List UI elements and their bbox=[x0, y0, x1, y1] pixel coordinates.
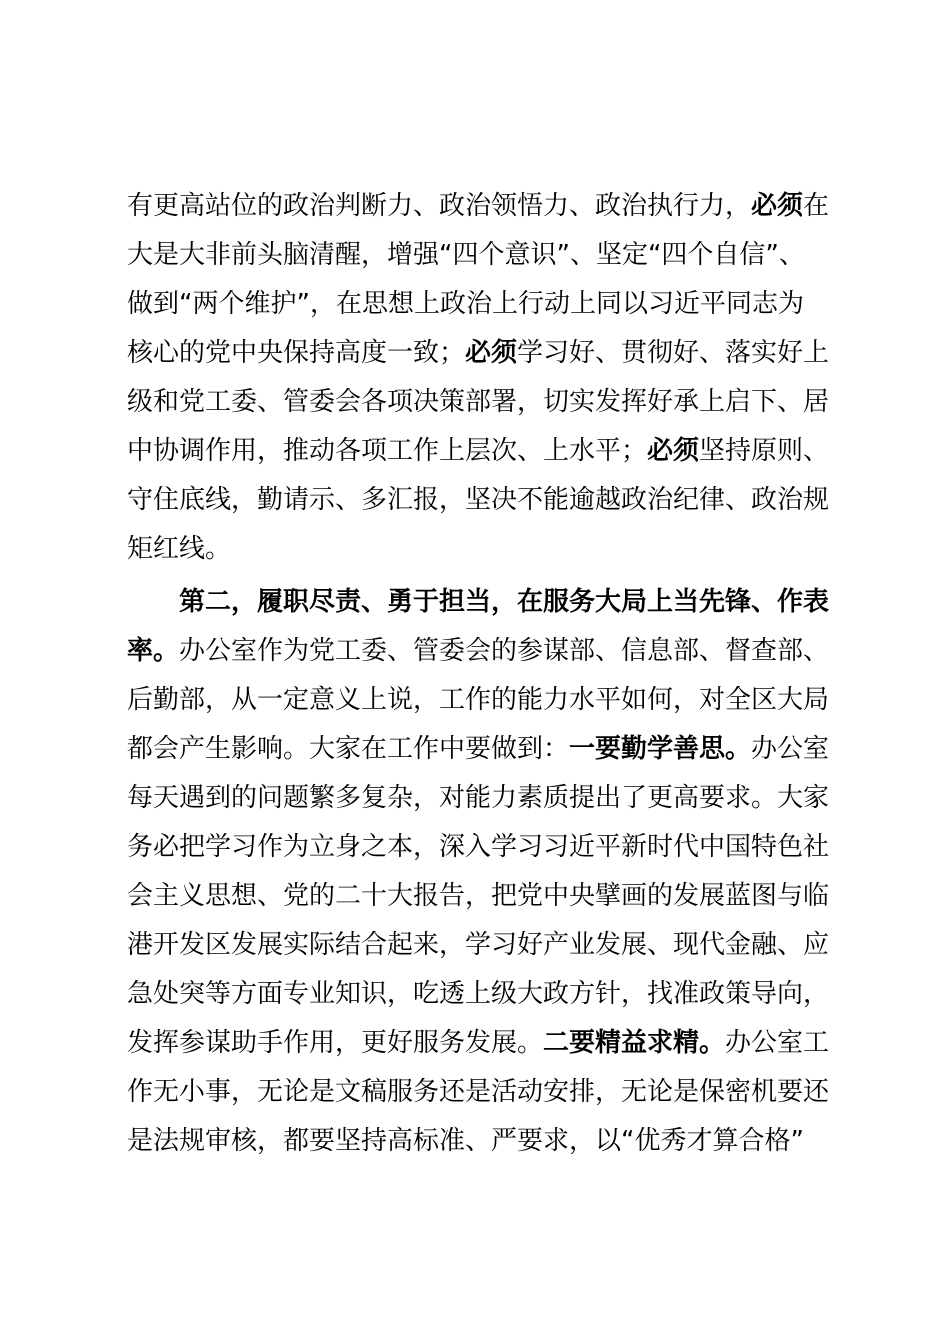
text-line: 有更高站位的政治判断力、政治领悟力、政治执行力，必须在 bbox=[127, 191, 830, 221]
text-line: 急处突等方面专业知识，吃透上级大政方针，找准政策导向， bbox=[127, 979, 830, 1009]
text-line: 做到“两个维护”，在思想上政治上行动上同以习近平同志为 bbox=[127, 289, 804, 319]
text-line: 每天遇到的问题繁多复杂，对能力素质提出了更高要求。大家 bbox=[127, 783, 830, 813]
text-line: 核心的党中央保持高度一致；必须学习好、贯彻好、落实好上 bbox=[127, 338, 830, 368]
text-line: 都会产生影响。大家在工作中要做到：一要勤学善思。办公室 bbox=[127, 734, 830, 764]
text-line: 港开发区发展实际结合起来，学习好产业发展、现代金融、应 bbox=[127, 930, 830, 960]
text-line: 发挥参谋助手作用，更好服务发展。二要精益求精。办公室工 bbox=[127, 1028, 830, 1058]
text-line: 是法规审核，都要坚持高标准、严要求，以“优秀才算合格” bbox=[127, 1126, 804, 1156]
text-line: 率。办公室作为党工委、管委会的参谋部、信息部、督查部、 bbox=[127, 636, 830, 666]
text-line: 后勤部，从一定意义上说，工作的能力水平如何，对全区大局 bbox=[127, 685, 830, 715]
text-line: 守住底线，勤请示、多汇报，坚决不能逾越政治纪律、政治规 bbox=[127, 485, 830, 515]
text-line: 中协调作用，推动各项工作上层次、上水平；必须坚持原则、 bbox=[127, 436, 830, 466]
text-line: 大是大非前头脑清醒，增强“四个意识”、坚定“四个自信”、 bbox=[127, 240, 805, 270]
text-line: 务必把学习作为立身之本，深入学习习近平新时代中国特色社 bbox=[127, 832, 830, 862]
text-line: 矩红线。 bbox=[127, 534, 232, 564]
section-heading-line: 第二，履职尽责、勇于担当，在服务大局上当先锋、作表 bbox=[179, 587, 830, 617]
text-line: 级和党工委、管委会各项决策部署，切实发挥好承上启下、居 bbox=[127, 387, 830, 417]
text-line: 会主义思想、党的二十大报告，把党中央擘画的发展蓝图与临 bbox=[127, 881, 830, 911]
text-line: 作无小事，无论是文稿服务还是活动安排，无论是保密机要还 bbox=[127, 1077, 830, 1107]
